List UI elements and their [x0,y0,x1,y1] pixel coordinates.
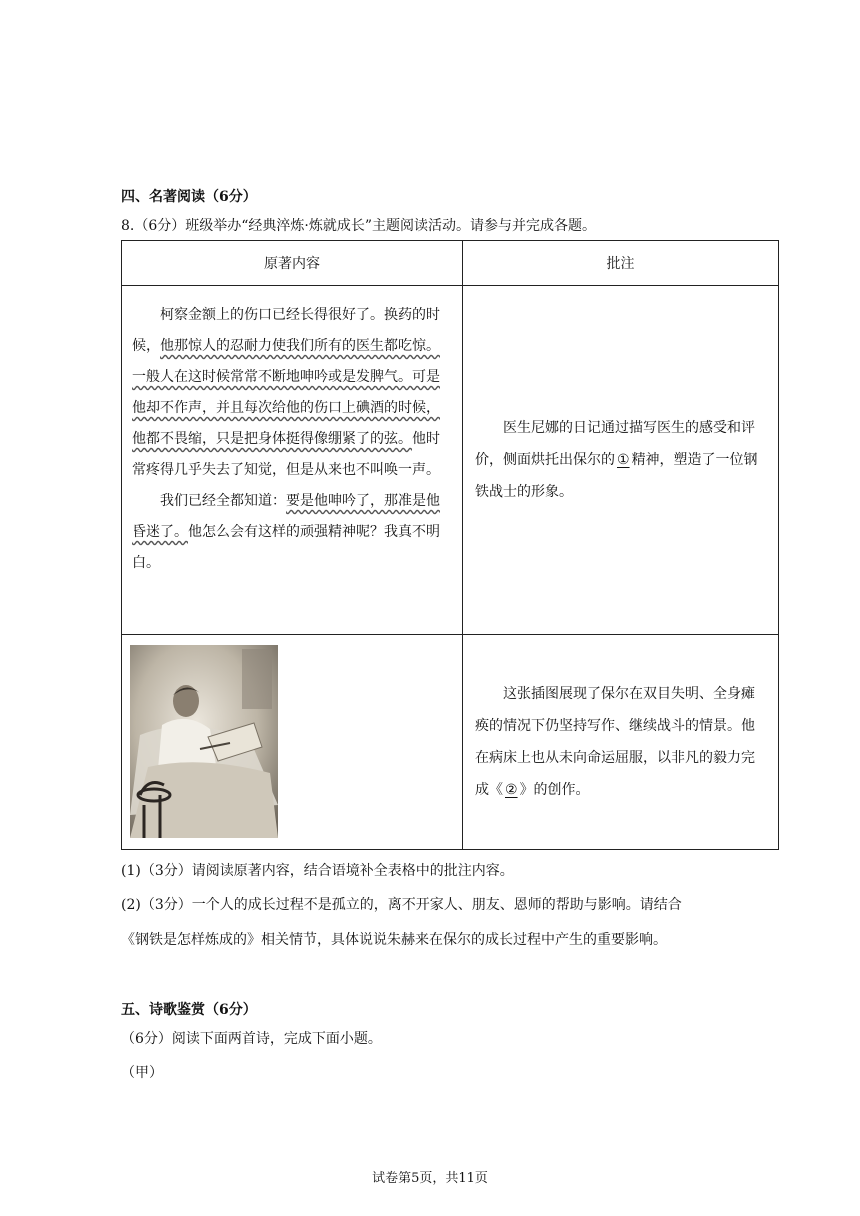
page-footer: 试卷第5页，共11页 [372,1171,488,1186]
annotation-1: 医生尼娜的日记通过描写医生的感受和评价，侧面烘托出保尔的 ① 精神，塑造了一位钢铁战士的形象。 [463,286,779,635]
col-header-annotation: 批注 [463,241,779,286]
section-5-instruction: （6分）阅读下面两首诗，完成下面小题。 [121,1031,382,1047]
blank-1[interactable]: ① [617,452,630,468]
sub-question-1: (1)（3分）请阅读原著内容，结合语境补全表格中的批注内容。 [121,863,514,879]
illustration-cell [122,635,463,850]
annotation-2: 这张插图展现了保尔在双目失明、全身瘫痪的情况下仍坚持写作、继续战斗的情景。他在病床上也从未向命运屈服，以非凡的毅力完成《 ② 》的创作。 [463,635,779,850]
illustration-image [130,645,278,838]
sub-question-2-line-2: 《钢铁是怎样炼成的》相关情节，具体说说朱赫来在保尔的成长过程中产生的重要影响。 [121,932,667,948]
question-8-prompt: 8.（6分）班级举办“经典淬炼·炼就成长”主题阅读活动。请参与并完成各题。 [121,218,597,234]
sub-question-2-line-1: (2)（3分）一个人的成长过程不是孤立的，离不开家人、朋友、恩师的帮助与影响。请结合 [121,897,682,913]
poem-a-label: （甲） [121,1065,163,1081]
original-passage: 柯察金额上的伤口已经长得很好了。换药的时候，他那惊人的忍耐力使我们所有的医生都吃惊。一般人在这时候常常不断地呻吟或是发脾气。可是他却不作声，并且每次给他的伤口上碘酒的时候，他都不畏缩，只是把身体挺得像绷紧了的弦。他时常疼得几乎失去了知觉，但是从来也不叫唤一声。 我们已经全都知道：要是他呻吟了，那准是他昏迷了。他怎么会有这样的顽强精神呢？我真不明白。 [122,286,463,635]
section-5-title: 五、诗歌鉴赏（6分） [121,1002,257,1018]
blank-2[interactable]: ② [505,782,518,798]
col-header-original: 原著内容 [122,241,463,286]
reading-table [121,240,779,850]
section-title: 四、名著阅读（6分） [121,189,257,205]
